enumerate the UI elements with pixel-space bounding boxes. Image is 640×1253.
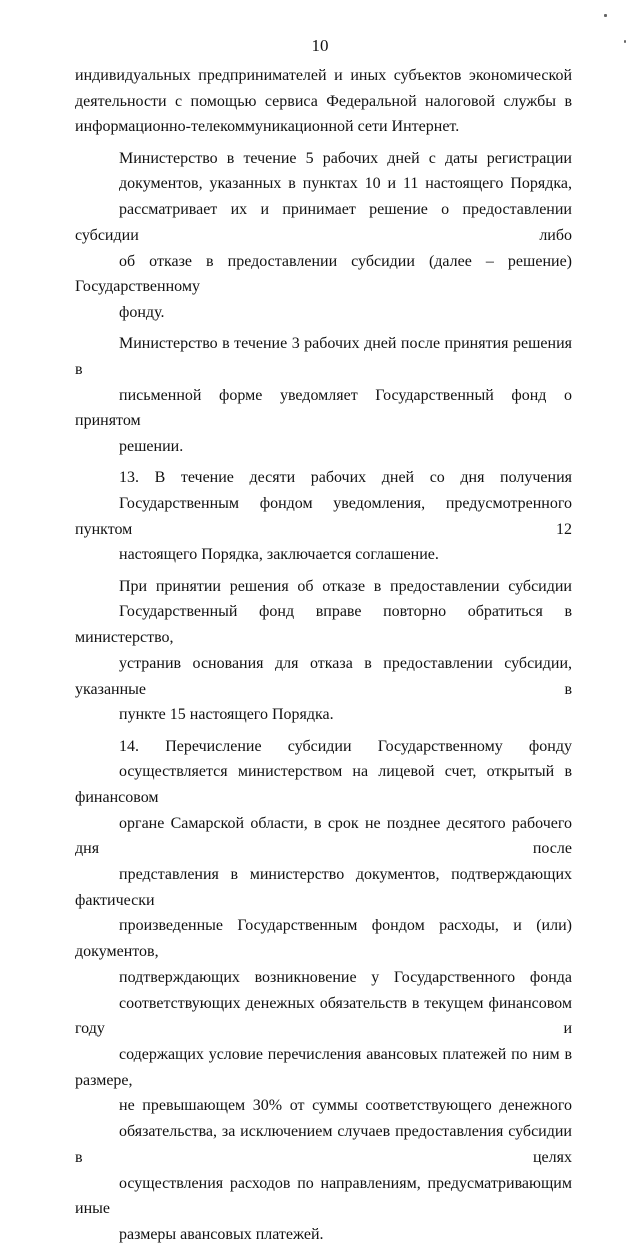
scan-speck [624, 40, 626, 43]
text-line: 13. В течение десяти рабочих дней со дня получения [119, 469, 572, 487]
text-line: произведенные Государственным фондом расходы, и (или) документов, [75, 917, 572, 961]
scan-speck [604, 14, 607, 17]
text-line: размеры авансовых платежей. [119, 1225, 324, 1243]
text-line: Министерство в течение 3 рабочих дней после принятия решения в [75, 335, 572, 378]
text-line: решении. [119, 438, 184, 456]
text-line: 14. Перечисление субсидии Государственному фонду [119, 737, 572, 755]
paragraph [75, 465, 572, 568]
text-line: соответствующих денежных обязательств в текущем финансовом году и [75, 994, 572, 1038]
text-line: обязательства, за исключением случаев предоставления субсидии в целях [75, 1123, 572, 1166]
text-line: рассматривает их и принимает решение о предоставлении субсидии либо [75, 201, 572, 244]
paragraph [75, 146, 572, 326]
text-line: информационно-телекоммуникационной сети Интернет. [75, 118, 460, 136]
text-line: содержащих условие перечисления авансовых платежей по ним в размере, [75, 1045, 572, 1089]
text-line: об отказе в предоставлении субсидии (далее – решение) Государственному [75, 252, 572, 296]
paragraph [75, 63, 572, 140]
text-line: пункте 15 настоящего Порядка. [119, 706, 334, 724]
text-line: фонду. [119, 303, 165, 321]
text-line: представления в министерство документов, подтверждающих фактически [75, 866, 572, 909]
paragraph [75, 331, 572, 460]
text-line: Министерство в течение 5 рабочих дней с даты регистрации [119, 149, 572, 167]
page-number: 10 [311, 36, 329, 55]
text-line: деятельности с помощью сервиса Федеральной налоговой службы в [75, 92, 572, 110]
text-line: устранив основания для отказа в предоставлении субсидии, указанные в [75, 654, 572, 698]
document-body [75, 63, 572, 1253]
paragraph [75, 734, 572, 1248]
text-line: Государственным фондом уведомления, предусмотренного пунктом 12 [75, 495, 572, 538]
text-line: индивидуальных предпринимателей и иных субъектов экономической [75, 67, 572, 84]
text-line: осуществления расходов по направлениям, предусматривающим иные [75, 1174, 572, 1218]
text-line: не превышающем 30% от суммы соответствующего денежного [119, 1097, 572, 1115]
text-line: Государственный фонд вправе повторно обратиться в министерство, [75, 603, 572, 647]
text-line: осуществляется министерством на лицевой счет, открытый в финансовом [75, 763, 572, 806]
text-line: настоящего Порядка, заключается соглашение. [119, 546, 439, 564]
text-line: подтверждающих возникновение у Государственного фонда [119, 968, 572, 986]
text-line: письменной форме уведомляет Государственный фонд о принятом [75, 386, 572, 430]
text-line: органе Самарской области, в срок не позднее десятого рабочего дня после [75, 814, 572, 858]
paragraph [75, 574, 572, 728]
text-line: При принятии решения об отказе в предоставлении субсидии [119, 577, 572, 595]
text-line: документов, указанных в пунктах 10 и 11 настоящего Порядка, [119, 175, 572, 193]
